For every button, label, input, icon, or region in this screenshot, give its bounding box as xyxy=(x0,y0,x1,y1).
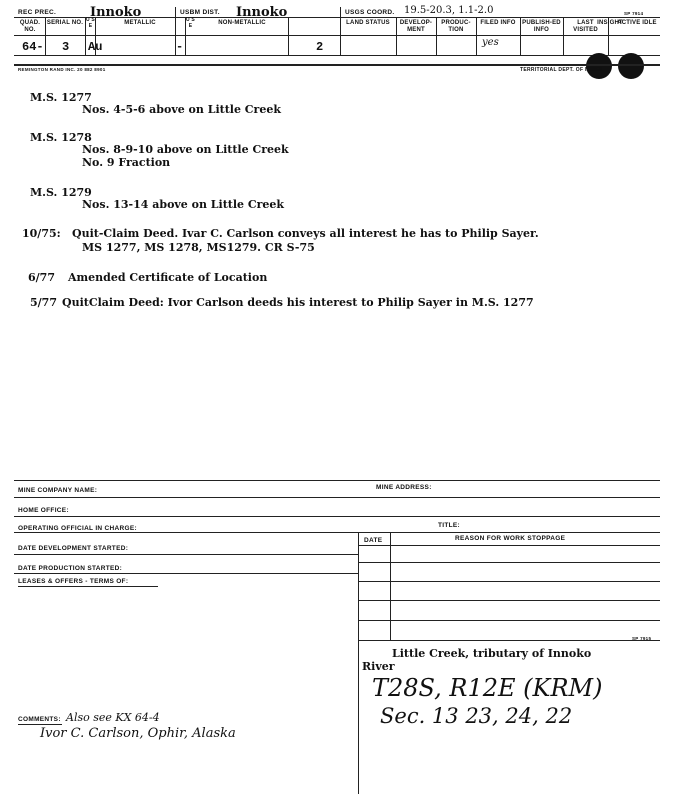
col-divider xyxy=(288,17,289,55)
usgs-coord-value: 19.5-20.3, 1.1-2.0 xyxy=(404,5,494,16)
stoppage-row-rule xyxy=(358,640,660,641)
value-quad-no: 64- xyxy=(22,40,44,54)
comments-handwritten-2: Ivor C. Carlson, Ophir, Alaska xyxy=(40,726,236,741)
entry-ms1279-title: M.S. 1279 xyxy=(30,186,92,199)
territorial-dept: TERRITORIAL DEPT. OF MINES xyxy=(520,67,603,73)
lower-top-rule xyxy=(14,480,660,481)
col-filed-info: FILED INFO xyxy=(480,20,516,26)
location-line-1: Little Creek, tributary of Innoko xyxy=(392,647,592,660)
form-number-2: SP 7915 xyxy=(632,636,652,641)
punch-hole-left xyxy=(586,53,612,79)
comments-underline xyxy=(18,724,62,725)
col-insight: INSIGHT xyxy=(597,20,623,26)
stoppage-divider xyxy=(358,532,359,794)
col-use: U S E xyxy=(86,17,95,29)
col-last-visited: LAST VISITED xyxy=(573,20,598,33)
col-quad-no: QUAD. NO. xyxy=(19,20,41,33)
value-non-metallic: - xyxy=(176,40,184,54)
company-rule xyxy=(14,497,660,498)
strip-bottom-rule xyxy=(14,64,660,66)
usgs-coord-label: USGS COORD. xyxy=(345,9,395,16)
entry-ms1277-title: M.S. 1277 xyxy=(30,91,92,104)
col-metallic: METALLIC xyxy=(124,20,156,26)
col-land-status: LAND STATUS xyxy=(346,20,390,26)
mine-address-label: MINE ADDRESS: xyxy=(376,484,432,491)
entry-ms1279-desc: Nos. 13-14 above on Little Creek xyxy=(82,198,285,211)
stoppage-row-rule xyxy=(358,620,660,621)
rec-prec-label: REC PREC. xyxy=(18,9,57,16)
stoppage-row-rule xyxy=(358,600,660,601)
reason-col-header: REASON FOR WORK STOPPAGE xyxy=(455,535,566,542)
production-rule xyxy=(14,573,358,574)
official-rule xyxy=(14,532,660,533)
comments-label: COMMENTS: xyxy=(18,716,61,723)
col-use: U S E xyxy=(186,17,195,29)
rec-prec-value: Innoko xyxy=(90,5,142,20)
title-label: TITLE: xyxy=(438,522,461,529)
entry-577-date: 5/77 xyxy=(30,296,57,309)
col-serial-no: SERIAL NO. xyxy=(46,20,84,26)
entry-677-date: 6/77 xyxy=(28,271,55,284)
col-published-info: PUBLISH-ED INFO xyxy=(522,20,561,33)
development-rule xyxy=(14,554,358,555)
value-serial-no: 3 xyxy=(62,40,70,54)
entry-ms1278-fraction: No. 9 Fraction xyxy=(82,156,171,169)
stoppage-row-rule xyxy=(358,562,660,563)
col-production: PRODUC-TION xyxy=(441,20,471,33)
col-development: DEVELOP-MENT xyxy=(399,20,433,33)
entry-1075-date: 10/75: xyxy=(22,227,61,240)
date-production-label: DATE PRODUCTION STARTED: xyxy=(18,565,123,572)
stoppage-header-rule xyxy=(358,545,660,546)
leases-underline xyxy=(18,586,158,587)
operating-official-label: OPERATING OFFICIAL IN CHARGE: xyxy=(18,525,137,532)
date-col-divider xyxy=(390,532,391,640)
value-metallic: Au xyxy=(88,40,103,54)
entry-ms1278-title: M.S. 1278 xyxy=(30,131,92,144)
punch-hole-right xyxy=(618,53,644,79)
printer-imprint: REMINGTON RAND INC. 20 882 8901 xyxy=(18,67,106,72)
value-row-rule xyxy=(14,55,660,56)
usbm-dist-value: Innoko xyxy=(236,5,288,20)
date-development-label: DATE DEVELOPMENT STARTED: xyxy=(18,545,129,552)
value-land-status: 2 xyxy=(316,40,324,54)
stoppage-row-rule xyxy=(358,581,660,582)
home-office-label: HOME OFFICE: xyxy=(18,507,69,514)
entry-ms1277-desc: Nos. 4-5-6 above on Little Creek xyxy=(82,103,281,116)
entry-677-desc: Amended Certificate of Location xyxy=(68,271,268,284)
handwritten-township: T28S, R12E (KRM) xyxy=(372,674,603,702)
handwritten-sections: Sec. 13 23, 24, 22 xyxy=(380,704,573,728)
value-published-info: yes xyxy=(482,37,499,48)
entry-1075-desc: Quit-Claim Deed. Ivar C. Carlson conveys all interest he has to Philip Sayer. xyxy=(72,227,539,240)
form-number: SP 7914 xyxy=(624,11,644,16)
usbm-dist-label: USBM DIST. xyxy=(180,9,220,16)
col-active-idle: ACTIVE IDLE xyxy=(617,20,657,26)
date-col-header: DATE xyxy=(364,537,383,544)
entry-1075-refs: MS 1277, MS 1278, MS1279. CR S-75 xyxy=(82,241,315,254)
header-divider xyxy=(340,7,341,55)
comments-handwritten-1: Also see KX 64-4 xyxy=(66,711,160,724)
mine-company-name-label: MINE COMPANY NAME: xyxy=(18,487,98,494)
col-non-metallic: NON-METALLIC xyxy=(218,20,266,26)
home-office-rule xyxy=(14,516,660,517)
location-line-2: River xyxy=(362,660,395,673)
leases-offers-label: LEASES & OFFERS - TERMS OF: xyxy=(18,578,129,585)
entry-577-desc: QuitClaim Deed: Ivor Carlson deeds his interest to Philip Sayer in M.S. 1277 xyxy=(62,296,534,309)
entry-ms1278-desc: Nos. 8-9-10 above on Little Creek xyxy=(82,143,289,156)
